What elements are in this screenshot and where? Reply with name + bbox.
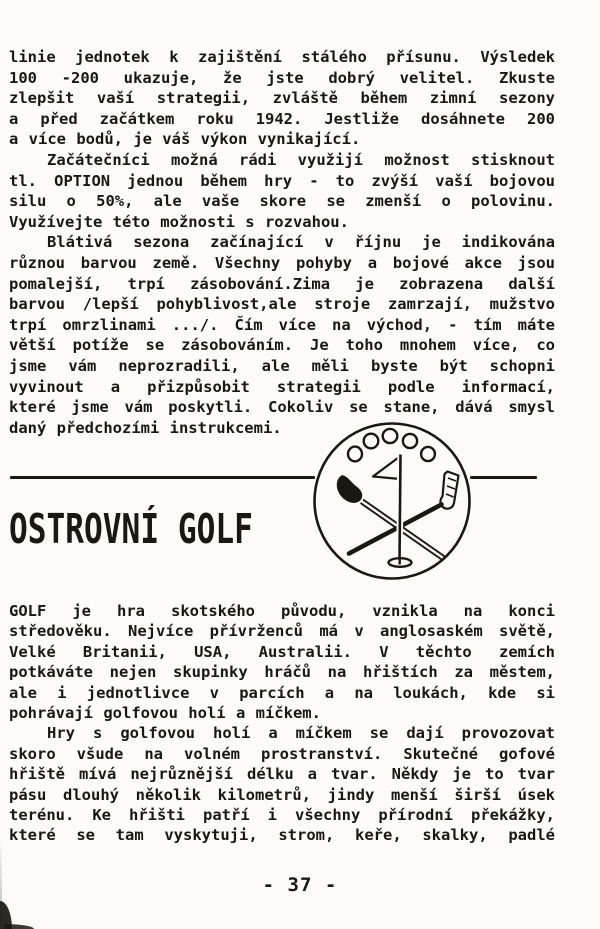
- scan-corner-artifact: [0, 901, 12, 929]
- text-line: Využívejte této možnosti s rozvahou.: [9, 212, 349, 231]
- text-line: hřiště mívá nejrůznější délku a tvar. Někdy je to tvar: [9, 765, 555, 784]
- paragraph: [9, 232, 555, 438]
- paragraph: [9, 150, 555, 232]
- text-line: pásu dlouhý několik kilometrů, jindy menší širší úsek: [9, 785, 555, 804]
- paragraph: [9, 47, 555, 150]
- text-line: vyvinout a přizpůsobit strategii podle informací,: [9, 377, 555, 396]
- text-line: GOLF je hra skotského původu, vznikla na konci: [9, 602, 555, 620]
- section-heading-text: OSTROVNÍ GOLF: [9, 505, 253, 553]
- flag-pole-icon: [400, 455, 401, 563]
- golf-club-right-icon: [349, 472, 459, 554]
- text-line: a před začátkem roku 1942. Jestliže dosáhnete 200: [9, 109, 555, 128]
- text-line: větší potíže se zásobováním. Je toho mnohem více, co: [9, 336, 555, 355]
- golf-ball-icon: [348, 447, 362, 462]
- text-line: zlepšit vaší strategii, zvláště během zimní sezony: [9, 89, 555, 108]
- text-line: 100 -200 ukazuje, že jste dobrý velitel. Zkuste: [9, 68, 555, 87]
- bottom-text-block: [9, 601, 555, 846]
- text-line: které jsme vám poskytli. Cokoliv se stane, dává smysl: [9, 398, 555, 417]
- section-heading: [9, 505, 330, 553]
- flag-icon: [373, 456, 401, 479]
- text-line: barvou /lepší pohyblivost,ale stroje zamrzají, mužstvo: [9, 295, 555, 314]
- golf-ball-icon: [421, 447, 435, 461]
- text-line: trpí omrzlinami .../. Čím více na východ, - tím máte: [9, 315, 555, 334]
- text-line: terénu. Ke hřišti patří i všechny přírodní překážky,: [9, 805, 555, 824]
- golf-ball-icon: [383, 429, 398, 443]
- paragraph: [9, 601, 555, 723]
- text-line: silu o 50%, ale vaše skore se zmenší o polovinu.: [9, 192, 555, 211]
- text-line: Velké Britanii, USA, Australii. V těchto zemích: [9, 642, 555, 661]
- page-number: - 37 -: [262, 874, 338, 896]
- text-line: ale i jednotlivce v parcích a na loukách, kde si: [9, 683, 555, 702]
- text-line: pohrávají golfovou holí a míčkem.: [9, 703, 321, 722]
- text-line: pomalejší, trpí zásobování.Zima je zobrazena další: [9, 274, 555, 293]
- paragraph: [9, 723, 555, 845]
- divider-line-left: [10, 476, 315, 479]
- text-line: Blátivá sezona začínající v říjnu je indikována: [47, 233, 555, 252]
- text-line: různou barvou země. Všechny pohyby a bojové akce jsou: [9, 253, 555, 272]
- text-line: linie jednotek k zajištění stálého přísunu. Výsledek: [9, 48, 555, 66]
- text-line: Začátečníci možná rádi využijí možnost stisknout: [47, 150, 555, 169]
- text-line: potkáváte nejen skupinky hráčů na hřištích za městem,: [9, 663, 555, 682]
- text-line: tl. OPTION jednou během hry - to zvýší vaší bojovou: [9, 171, 555, 190]
- golf-logo: [311, 420, 473, 582]
- text-line: a více bodů, je váš výkon vynikající.: [9, 130, 361, 149]
- text-line: daný předchozími instrukcemi.: [9, 418, 282, 437]
- golf-club-left-icon: [337, 475, 446, 561]
- text-line: které se tam vyskytuji, strom, keře, skalky, padlé: [9, 826, 555, 845]
- text-line: Hry s golfovou holí a míčkem se dají provozovat: [47, 724, 555, 743]
- divider-line-right: [470, 476, 537, 479]
- text-line: jsme vám neprozradili, ale měli byste být schopni: [9, 356, 555, 375]
- golf-balls-icon: [348, 429, 435, 462]
- text-line: skoro všude na volném prostranství. Skutečné gofové: [9, 744, 555, 763]
- golf-ball-icon: [403, 434, 417, 448]
- top-text-block: [9, 47, 555, 438]
- text-line: středověku. Nejvíce přívrženců má v anglosaském světě,: [9, 622, 555, 641]
- golf-ball-icon: [364, 434, 379, 449]
